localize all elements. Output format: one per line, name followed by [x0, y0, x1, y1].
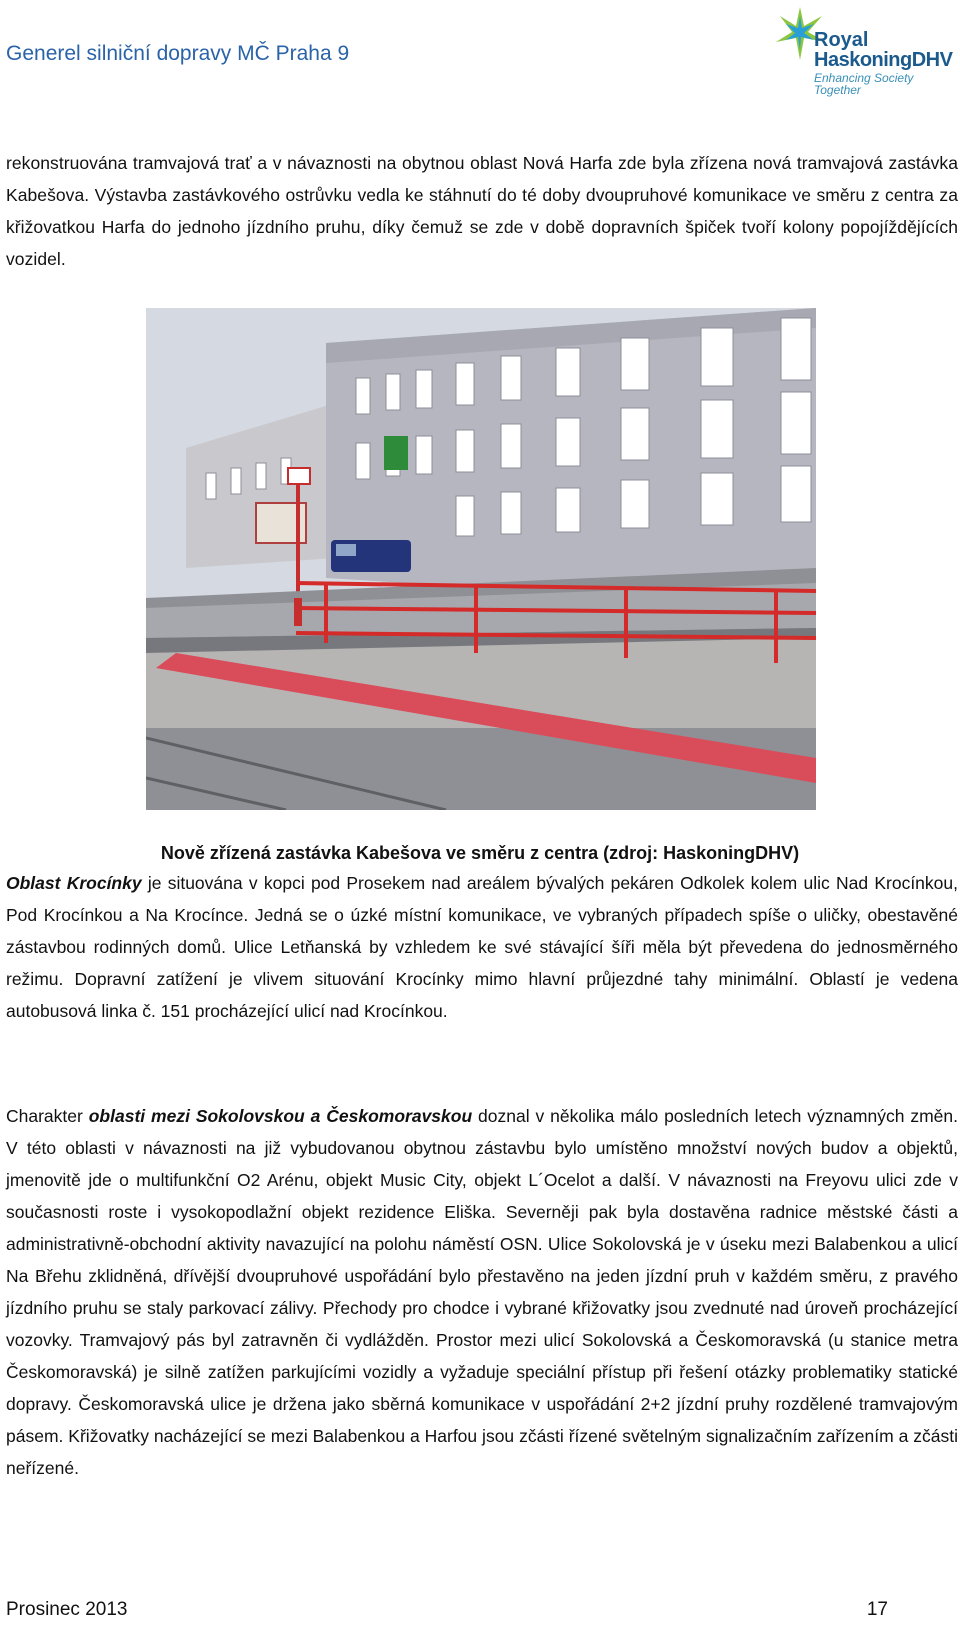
logo-tagline: Enhancing Society Together: [814, 71, 914, 97]
paragraph-krocinky-lead: Oblast Krocínky: [6, 873, 142, 893]
tram-stop-photo: [146, 308, 816, 810]
paragraph-krocinky-body: je situována v kopci pod Prosekem nad areálem bývalých pekáren Odkolek kolem ulic Nad Krocínkou, Pod Krocínkou a Na Krocínce. Jedná se o úzké místní komunikace, ve vybraných případech spíše o uličky, obestavěné zástavbou rodinných domů. Ulice Letňanská by vzhledem ke své stávající šíři měla být převedena do jednosměrného režimu. Dopravní zatížení je vlivem situování Krocínky mimo hlavní průjezdné tahy minimální. Oblastí je vedena autobusová linka č. 151 procházející ulicí nad Krocínkou.: [6, 873, 958, 1021]
paragraph-krocinky: [6, 867, 958, 1027]
paragraph-sokolovska-body: doznal v několika málo posledních letech významných změn. V této oblasti v návaznosti na již vybudovanou obytnou zástavbu bylo umístěno množství nových budov a objektů, jmenovitě jde o multifunkční O2 Arénu, objekt Music City, objekt L´Ocelot a další. V návaznosti na Freyovu ulici zde v současnosti roste i vysokopodlažní objekt rezidence Eliška. Severněji pak byla dostavěna radnice městské části a administrativně-obchodní aktivity navazující na polohu náměstí OSN. Ulice Sokolovská je v úseku mezi Balabenkou a ulicí Na Břehu zklidněná, dřívější dvoupruhové uspořádání bylo přestavěno na jeden jízdní pruh v každém směru, z pravého jízdního pruhu se staly parkovací zálivy. Přechody pro chodce i vybrané křižovatky jsou zvednuté nad úroveň procházející vozovky. Tramvajový pás byl zatravněn či vydlážděn. Prostor mezi ulicí Sokolovská a Českomoravská (u stanice metra Českomoravská) je silně zatížen parkujícími vozidly a vyžaduje speciální přístup při řešení otázky problematiky statické dopravy. Českomoravská ulice je držena jako sběrná komunikace v uspořádání 2+2 jízdní pruhy rozdělené tramvajovým pásem. Křižovatky nacházející se mezi Balabenkou a Harfou jsou zčásti řízené světelným signalizačním zařízením a zčásti neřízené.: [6, 1106, 958, 1478]
logo-line2: HaskoningDHV: [814, 49, 953, 71]
paragraph-sokolovska-start: Charakter: [6, 1106, 89, 1126]
company-logo: [770, 2, 955, 97]
figure-caption: Nově zřízená zastávka Kabešova ve směru z centra (zdroj: HaskoningDHV): [160, 843, 800, 863]
paragraph-sokolovska-lead: oblasti mezi Sokolovskou a Českomoravskou: [88, 1106, 473, 1126]
logo-line1: Royal: [814, 29, 869, 51]
footer-date: Prosinec 2013: [6, 1599, 128, 1620]
paragraph-intro: rekonstruována tramvajová trať a v návaznosti na obytnou oblast Nová Harfa zde byla zřízena nová tramvajová zastávka Kabešova. Výstavba zastávkového ostrůvku vedla ke stáhnutí do té doby dvoupruhové komunikace ve směru z centra za křižovatkou Harfa do jednoho jízdního pruhu, díky čemuž se zde v době dopravních špiček tvoří kolony popojíždějících vozidel.: [6, 153, 958, 269]
page-number: 17: [866, 1599, 888, 1620]
document-title: Generel silniční dopravy MČ Praha 9: [6, 42, 350, 65]
paragraph-sokolovska: [6, 1100, 958, 1484]
